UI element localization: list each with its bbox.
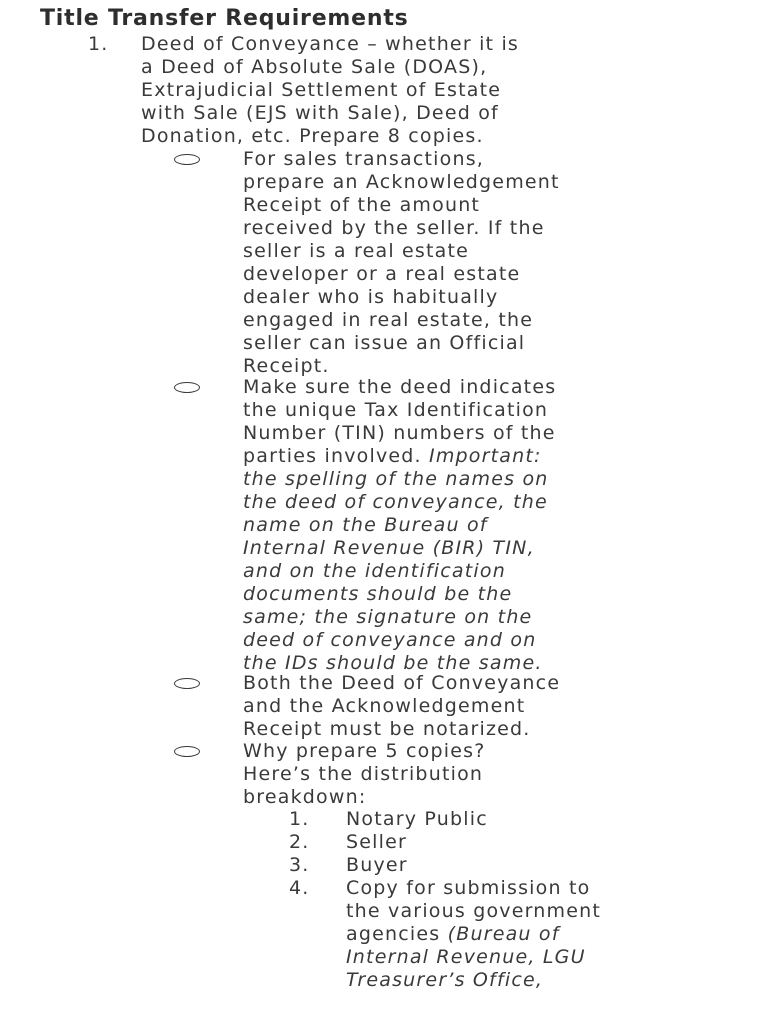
list-number: 2. [289,831,310,853]
text-line-mixed [243,445,743,468]
italic-text: (Bureau of [447,923,560,945]
list-item-notary-public: Notary Public [346,808,488,830]
text-line: Deed of Conveyance – whether it is [141,33,520,55]
list-number: 4. [289,877,310,899]
text-normal: parties involved. [243,445,430,467]
list-number: 3. [289,854,310,876]
text-line: with Sale (EJS with Sale), Deed of [141,102,499,124]
bullet-text [243,672,743,741]
text-line: Receipt of the amount [243,194,481,216]
bullet-text [243,740,743,809]
deed-of-conveyance-text [141,33,761,148]
text-line: Receipt. [243,355,330,377]
text-line: Receipt must be notarized. [243,718,531,740]
text-line: Copy for submission to [346,877,591,899]
text-line: Why prepare 5 copies? [243,740,486,762]
text-line-mixed [346,923,766,946]
italic-text-line: Internal Revenue, LGU [346,946,586,968]
list-number: 1. [88,33,109,55]
important-label: Important: [429,445,542,467]
italic-text-line: same; the signature on the [243,606,533,628]
text-line: Here’s the distribution [243,763,484,785]
text-line: Donation, etc. Prepare 8 copies. [141,125,484,147]
italic-text-line: and on the identification [243,560,506,582]
page-title: Title Transfer Requirements [40,6,409,31]
text-line: breakdown: [243,786,367,808]
list-number: 1. [289,808,310,830]
hollow-bullet-icon [174,382,200,393]
text-line: engaged in real estate, the [243,309,534,331]
bullet-text [243,376,743,675]
italic-text-line: deed of conveyance and on [243,629,537,651]
italic-text-line: documents should be the [243,583,513,605]
hollow-bullet-icon [174,678,200,689]
list-item-government-copy [346,877,766,992]
text-line: Make sure the deed indicates [243,376,557,398]
text-line: the various government [346,900,602,922]
text-line: received by the seller. If the [243,217,545,239]
list-item-seller: Seller [346,831,408,853]
text-line: prepare an Acknowledgement [243,171,560,193]
hollow-bullet-icon [174,746,200,757]
text-line: Extrajudicial Settlement of Estate [141,79,502,101]
hollow-bullet-icon [174,154,200,165]
text-line: dealer who is habitually [243,286,499,308]
text-line: seller is a real estate [243,240,470,262]
italic-text-line: Internal Revenue (BIR) TIN, [243,537,535,559]
text-line: and the Acknowledgement [243,695,526,717]
text-line: For sales transactions, [243,148,485,170]
italic-text-line: the deed of conveyance, the [243,491,548,513]
italic-text-line: the IDs should be the same. [243,652,543,674]
text-line: Number (TIN) numbers of the [243,422,556,444]
list-item-buyer: Buyer [346,854,408,876]
text-line: developer or a real estate [243,263,521,285]
text-line: Both the Deed of Conveyance [243,672,561,694]
bullet-text [243,148,743,378]
text-line: seller can issue an Official [243,332,526,354]
text-normal: agencies [346,923,448,945]
italic-text-line: name on the Bureau of [243,514,488,536]
text-line: the unique Tax Identification [243,399,549,421]
italic-text-line: the spelling of the names on [243,468,549,490]
italic-text-line: Treasurer’s Office, [346,969,544,991]
text-line: a Deed of Absolute Sale (DOAS), [141,56,488,78]
